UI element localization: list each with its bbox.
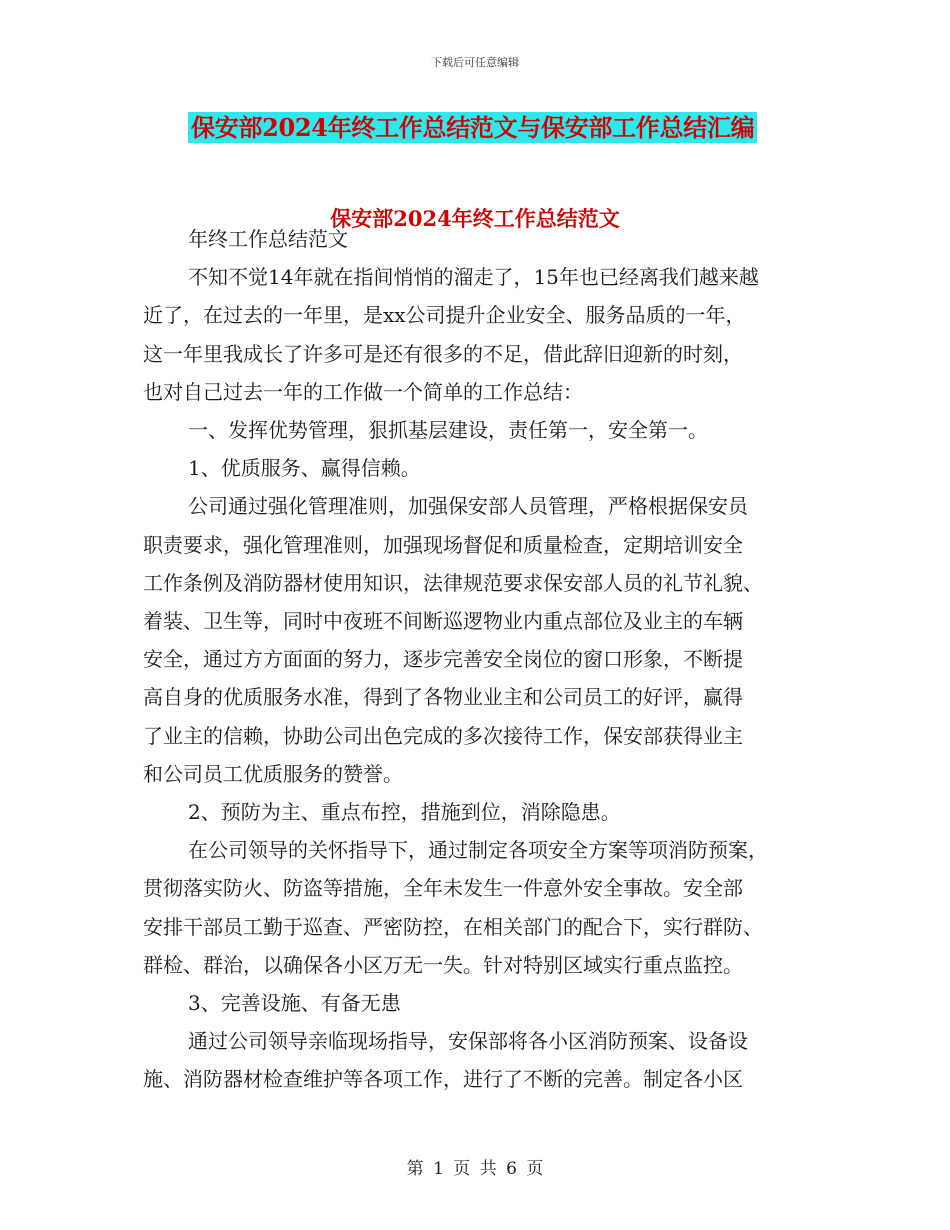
subsection-heading: 2、预防为主、重点布控，措施到位，消除隐患。 xyxy=(188,800,621,825)
header-note: 下载后可任意编辑 xyxy=(431,56,519,69)
paragraph-line: 通过公司领导亲临现场指导，安保部将各小区消防预案、设备设 xyxy=(188,1029,748,1054)
paragraph-line: 群检、群治，以确保各小区万无一失。针对特别区域实行重点监控。 xyxy=(143,952,743,977)
current-page-number: 1 xyxy=(433,1159,444,1179)
subsection-heading: 3、完善设施、有备无患 xyxy=(188,991,401,1016)
page-footer xyxy=(0,1154,950,1179)
paragraph-line: 和公司员工优质服务的赞誉。 xyxy=(143,761,403,786)
section-heading: 一、发挥优势管理，狠抓基层建设，责任第一，安全第一。 xyxy=(188,418,708,443)
paragraph-line: 近了，在过去的一年里，是xx公司提升企业安全、服务品质的一年， xyxy=(143,303,746,328)
paragraph-line: 年终工作总结范文 xyxy=(188,227,348,251)
paragraph-line: 工作条例及消防器材使用知识，法律规范要求保安部人员的礼节礼貌、 xyxy=(143,570,763,595)
paragraph-line: 公司通过强化管理准则，加强保安部人员管理，严格根据保安员 xyxy=(188,494,748,519)
paragraph-line: 这一年里我成长了许多可是还有很多的不足，借此辞旧迎新的时刻， xyxy=(143,341,743,366)
sub-title: 保安部2024年终工作总结范文 xyxy=(330,206,620,231)
paragraph-line: 高自身的优质服务水准，得到了各物业业主和公司员工的好评，赢得 xyxy=(143,685,743,710)
paragraph-line: 贯彻落实防火、防盗等措施，全年未发生一件意外安全事故。安全部 xyxy=(143,876,743,901)
main-title: 保安部2024年终工作总结范文与保安部工作总结汇编 xyxy=(188,112,757,143)
paragraph-line: 施、消防器材检查维护等各项工作，进行了不断的完善。制定各小区 xyxy=(143,1067,743,1092)
paragraph-line: 也对自己过去一年的工作做一个简单的工作总结： xyxy=(143,379,583,404)
paragraph-line: 在公司领导的关怀指导下，通过制定各项安全方案等项消防预案， xyxy=(188,838,768,863)
footer-total-prefix: 共 xyxy=(479,1159,497,1179)
paragraph-line: 职责要求，强化管理准则，加强现场督促和质量检查，定期培训安全 xyxy=(143,532,743,557)
footer-page-word: 页 xyxy=(453,1159,471,1179)
total-page-count: 6 xyxy=(506,1159,517,1179)
paragraph-line: 不知不觉14年就在指间悄悄的溜走了，15年也已经离我们越来越 xyxy=(188,265,759,290)
paragraph-line: 着装、卫生等，同时中夜班不间断巡逻物业内重点部位及业主的车辆 xyxy=(143,609,743,634)
paragraph-line: 安全，通过方方面面的努力，逐步完善安全岗位的窗口形象，不断提 xyxy=(143,647,743,672)
paragraph-line: 安排干部员工勤于巡查、严密防控，在相关部门的配合下，实行群防、 xyxy=(143,914,763,939)
document-body xyxy=(143,220,811,1099)
footer-prefix: 第 xyxy=(406,1159,424,1179)
paragraph-line: 了业主的信赖，协助公司出色完成的多次接待工作，保安部获得业主 xyxy=(143,723,743,748)
footer-suffix: 页 xyxy=(526,1159,544,1179)
subsection-heading: 1、优质服务、赢得信赖。 xyxy=(188,456,421,481)
